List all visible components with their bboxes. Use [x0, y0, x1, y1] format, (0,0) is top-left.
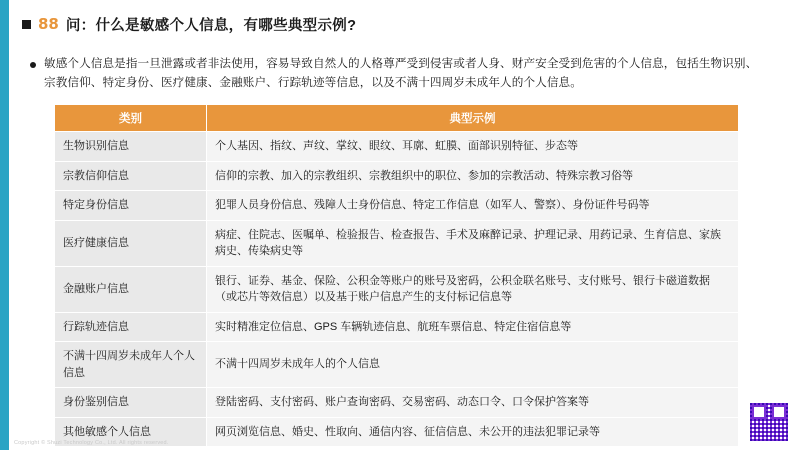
cell-example: 不满十四周岁未成年人的个人信息 — [207, 342, 739, 388]
table-row — [55, 191, 739, 221]
cell-category: 特定身份信息 — [55, 191, 207, 221]
page-title-row — [22, 14, 779, 35]
qr-code-icon[interactable] — [748, 401, 790, 443]
left-accent-bar — [0, 0, 9, 450]
cell-example: 信仰的宗教、加入的宗教组织、宗教组织中的职位、参加的宗教活动、特殊宗教习俗等 — [207, 161, 739, 191]
table-row — [55, 388, 739, 418]
cell-category: 行踪轨迹信息 — [55, 312, 207, 342]
cell-example: 登陆密码、支付密码、账户查询密码、交易密码、动态口令、口令保护答案等 — [207, 388, 739, 418]
intro-paragraph — [30, 55, 769, 93]
cell-category: 宗教信仰信息 — [55, 161, 207, 191]
bullet-dot-icon — [30, 62, 36, 68]
sensitive-info-table — [54, 104, 739, 447]
table-row — [55, 342, 739, 388]
table-row — [55, 266, 739, 312]
cell-example: 犯罪人员身份信息、残障人士身份信息、特定工作信息（如军人、警察）、身份证件号码等 — [207, 191, 739, 221]
dots-icon: 88 — [38, 15, 59, 33]
table-row — [55, 312, 739, 342]
cell-category: 其他敏感个人信息 — [55, 417, 207, 447]
cell-category: 金融账户信息 — [55, 266, 207, 312]
cell-example: 病症、住院志、医嘱单、检验报告、检查报告、手术及麻醉记录、护理记录、用药记录、生育信息、家族病史、传染病史等 — [207, 220, 739, 266]
copyright-text: Copyright © Shuzi Technology Co., Ltd. All rights reserved. — [14, 440, 169, 446]
cell-category: 身份鉴别信息 — [55, 388, 207, 418]
table-row — [55, 161, 739, 191]
cell-example: 实时精准定位信息、GPS 车辆轨迹信息、航班车票信息、特定住宿信息等 — [207, 312, 739, 342]
cell-category: 医疗健康信息 — [55, 220, 207, 266]
square-marker-icon — [22, 20, 31, 29]
cell-example: 银行、证券、基金、保险、公积金等账户的账号及密码，公积金联名账号、支付账号、银行卡磁道数据（或芯片等效信息）以及基于账户信息产生的支付标记信息等 — [207, 266, 739, 312]
cell-category: 生物识别信息 — [55, 132, 207, 162]
cell-example: 网页浏览信息、婚史、性取向、通信内容、征信信息、未公开的违法犯罪记录等 — [207, 417, 739, 447]
cell-example: 个人基因、指纹、声纹、掌纹、眼纹、耳廓、虹膜、面部识别特征、步态等 — [207, 132, 739, 162]
page-title: 问：什么是敏感个人信息，有哪些典型示例? — [65, 18, 357, 34]
table-header-row — [55, 105, 739, 132]
intro-text: 敏感个人信息是指一旦泄露或者非法使用，容易导致自然人的人格尊严受到侵害或者人身、财产安全受到危害的个人信息，包括生物识别、宗教信仰、特定身份、医疗健康、金融账户、行踪轨迹等信息，以及不满十四周岁未成年人的个人信息。 — [44, 57, 758, 89]
table-row — [55, 220, 739, 266]
column-header-example: 典型示例 — [207, 105, 739, 132]
column-header-category: 类别 — [55, 105, 207, 132]
cell-category: 不满十四周岁未成年人个人信息 — [55, 342, 207, 388]
table-row — [55, 132, 739, 162]
